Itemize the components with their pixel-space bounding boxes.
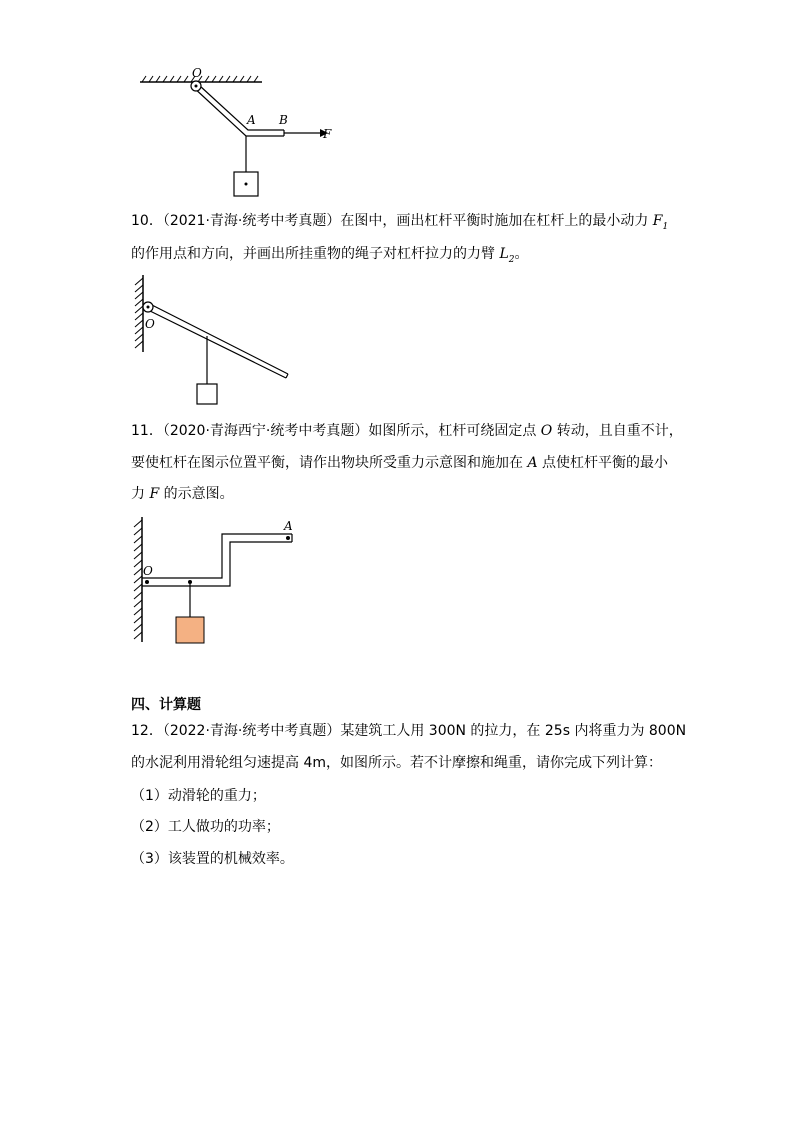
bent-lever [192,86,284,136]
q10-line2: 的作用点和方向，并画出所挂重物的绳子对杠杆拉力的力臂 $L_2$。 [131,246,529,265]
hanging-weight [197,384,217,404]
section-heading: 四、计算题 [131,697,201,713]
label-f: F [323,127,332,141]
stepped-lever [142,534,292,586]
q11-line2: 要使杠杆在图示位置平衡，请作出物块所受重力示意图和施加在 A 点使杠杆平衡的最小 [131,455,669,471]
label-o: O [145,317,155,331]
label-a: A [284,519,293,533]
q11-line1: 11．（2020·青海西宁·统考中考真题）如图所示，杠杆可绕固定点 O 转动，且自重不计， [131,423,683,439]
pivot-point [145,580,149,584]
q11-line3: 力 F 的示意图。 [131,486,234,502]
lever-figure-q9 [130,62,350,202]
lever-figure-q10 [128,270,298,410]
wall-hatching [134,520,142,639]
q12-item-1: （1）动滑轮的重力； [131,788,266,804]
q12-line1: 12．（2022·青海·统考中考真题）某建筑工人用 300N 的拉力，在 25s 内将重力为 800N [131,723,687,739]
label-a: A [247,113,256,127]
q12-item-3: （3）该装置的机械效率。 [131,851,294,867]
point-a [286,536,290,540]
label-b: B [279,113,288,127]
label-o: O [192,66,202,80]
orange-block [176,617,204,643]
q12-item-2: （2）工人做功的功率； [131,819,280,835]
lever-figure-q11 [128,512,308,652]
q10-line1: 10．（2021·青海·统考中考真题）在图中，画出杠杆平衡时施加在杠杆上的最小动力 $F_1$ [131,213,669,232]
q12-line2: 的水泥利用滑轮组匀速提高 4m，如图所示。若不计摩擦和绳重，请你完成下列计算： [131,755,662,771]
label-o: O [143,564,153,578]
wall-hatching [135,278,143,348]
rope-attach-point [188,580,192,584]
inclined-lever [148,303,288,378]
